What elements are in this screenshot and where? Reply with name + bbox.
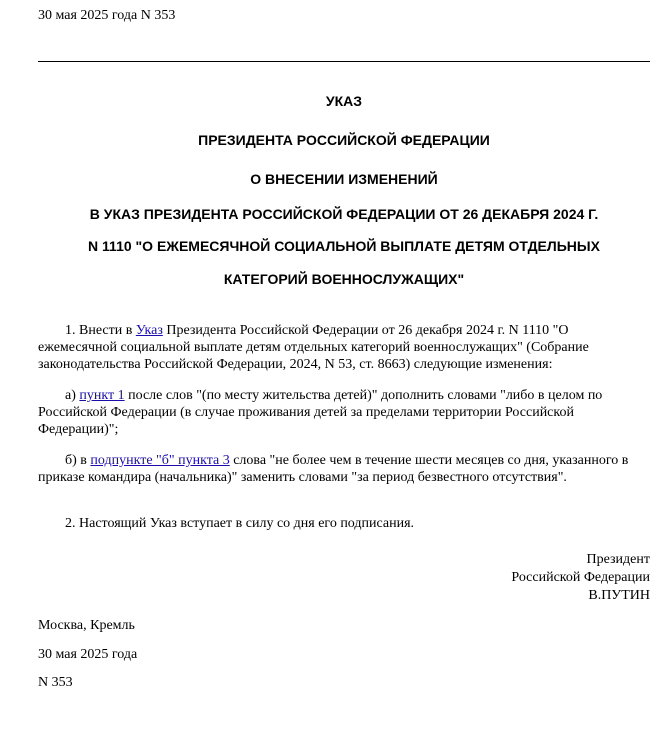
subpoint-b-point-3-link[interactable]: подпункте "б" пункта 3: [90, 453, 230, 468]
paragraph-2: 2. Настоящий Указ вступает в силу со дня его подписания.: [65, 516, 415, 531]
title-subject-line-3: КАТЕГОРИЙ ВОЕННОСЛУЖАЩИХ": [223, 271, 465, 287]
decree-link[interactable]: Указ: [135, 323, 163, 338]
title-subject-line-2: N 1110 "О ЕЖЕМЕСЯЧНОЙ СОЦИАЛЬНОЙ ВЫПЛАТЕ ДЕТЯМ ОТДЕЛЬНЫХ: [88, 238, 600, 254]
footer-number: N 353: [38, 675, 73, 690]
document-date-number: 30 мая 2025 года N 353: [38, 8, 176, 23]
signature-title-country: Российской Федерации: [511, 570, 650, 585]
footer-place: Москва, Кремль: [38, 618, 135, 633]
paragraph-a: [38, 387, 650, 438]
title-president: ПРЕЗИДЕНТА РОССИЙСКОЙ ФЕДЕРАЦИИ: [198, 132, 490, 148]
title-amendments: О ВНЕСЕНИИ ИЗМЕНЕНИЙ: [250, 171, 438, 187]
paragraph-1-text: Президента Российской Федерации от 26 декабря 2024 г. N 1110 "О ежемесячной социальной выплате детям отдельных категорий военнослужащих" (Собрание законодательства Российской Федерации, 2024, N 53, ст. 8663) следующие изменения:: [38, 323, 589, 372]
title-subject-line-1: В УКАЗ ПРЕЗИДЕНТА РОССИЙСКОЙ ФЕДЕРАЦИИ ОТ 26 ДЕКАБРЯ 2024 Г.: [89, 206, 599, 222]
paragraph-a-text: после слов "(по месту жительства детей)" дополнить словами "либо в целом по Российской Федерации (в случае проживания детей за пределами территории Российской Федерации)";: [38, 388, 603, 437]
paragraph-b-prefix: б) в: [65, 453, 91, 468]
signature-title: Президент: [586, 552, 650, 567]
paragraph-b: [38, 452, 650, 486]
paragraph-a-prefix: а): [65, 388, 80, 403]
point-1-link[interactable]: пункт 1: [79, 388, 125, 403]
paragraph-b-text: слова "не более чем в течение шести месяцев со дня, указанного в приказе командира (начальника)" заменить словами "за период безвестного отсутствия".: [38, 453, 629, 485]
title-decree: УКАЗ: [325, 93, 363, 109]
header-divider: [38, 61, 650, 62]
signature-name: В.ПУТИН: [588, 588, 650, 603]
paragraph-1-prefix: 1. Внести в: [65, 323, 136, 338]
footer-date: 30 мая 2025 года: [38, 647, 138, 662]
paragraph-1: [38, 322, 650, 373]
